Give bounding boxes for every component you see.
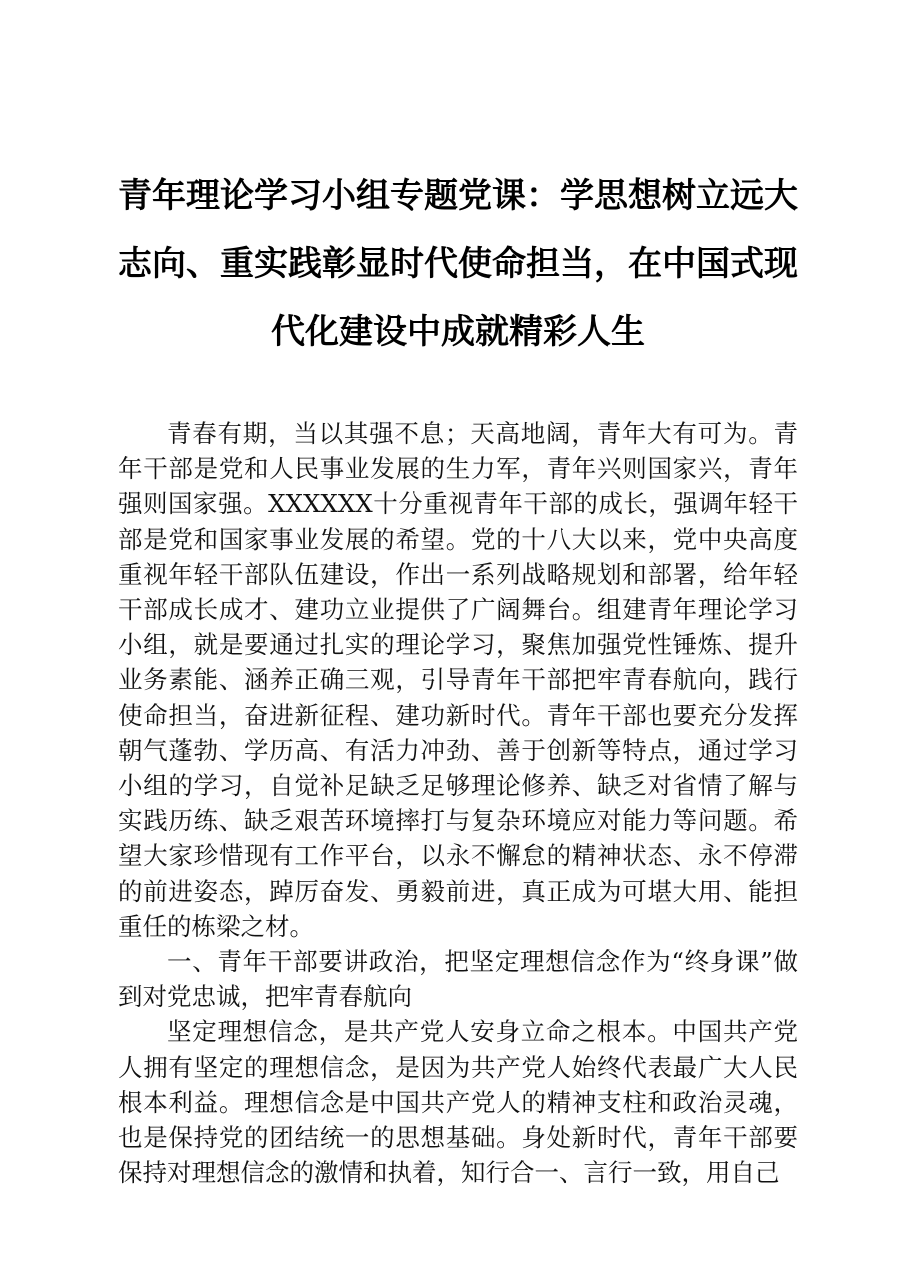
body-paragraph: 坚定理想信念，是共产党人安身立命之根本。中国共产党人拥有坚定的理想信念，是因为共产党人始终代表最广大人民根本利益。理想信念是中国共产党人的精神支柱和政治灵魂，也是保持党的团结统一的思想基础。身处新时代，青年干部要保持对理想信念的激情和执着，知行合一、言行一致，用自己 (118, 1017, 798, 1188)
document-body (118, 416, 798, 1190)
document-title: 青年理论学习小组专题党课：学思想树立远大志向、重实践彰显时代使命担当，在中国式现代化建设中成就精彩人生 (118, 176, 798, 352)
intro-paragraph: 青春有期，当以其强不息；天高地阔，青年大有可为。青年干部是党和人民事业发展的生力军，青年兴则国家兴，青年强则国家强。XXXXXX十分重视青年干部的成长，强调年轻干部是党和国家事业发展的希望。党的十八大以来，党中央高度重视年轻干部队伍建设，作出一系列战略规划和部署，给年轻干部成长成才、建功立业提供了广阔舞台。组建青年理论学习小组，就是要通过扎实的理论学习，聚焦加强党性锤炼、提升业务素能、涵养正确三观，引导青年干部把牢青春航向，践行使命担当，奋进新征程、建功新时代。青年干部也要充分发挥朝气蓬勃、学历高、有活力冲劲、善于创新等特点，通过学习小组的学习，自觉补足缺乏足够理论修养、缺乏对省情了解与实践历练、缺乏艰苦环境摔打与复杂环境应对能力等问题。希望大家珍惜现有工作平台，以永不懈怠的精神状态、永不停滞的前进姿态，踔厉奋发、勇毅前进，真正成为可堪大用、能担重任的栋梁之材。 (118, 419, 798, 941)
section-heading-1: 一、青年干部要讲政治，把坚定理想信念作为“终身课”做到对党忠诚，把牢青春航向 (118, 947, 798, 1012)
